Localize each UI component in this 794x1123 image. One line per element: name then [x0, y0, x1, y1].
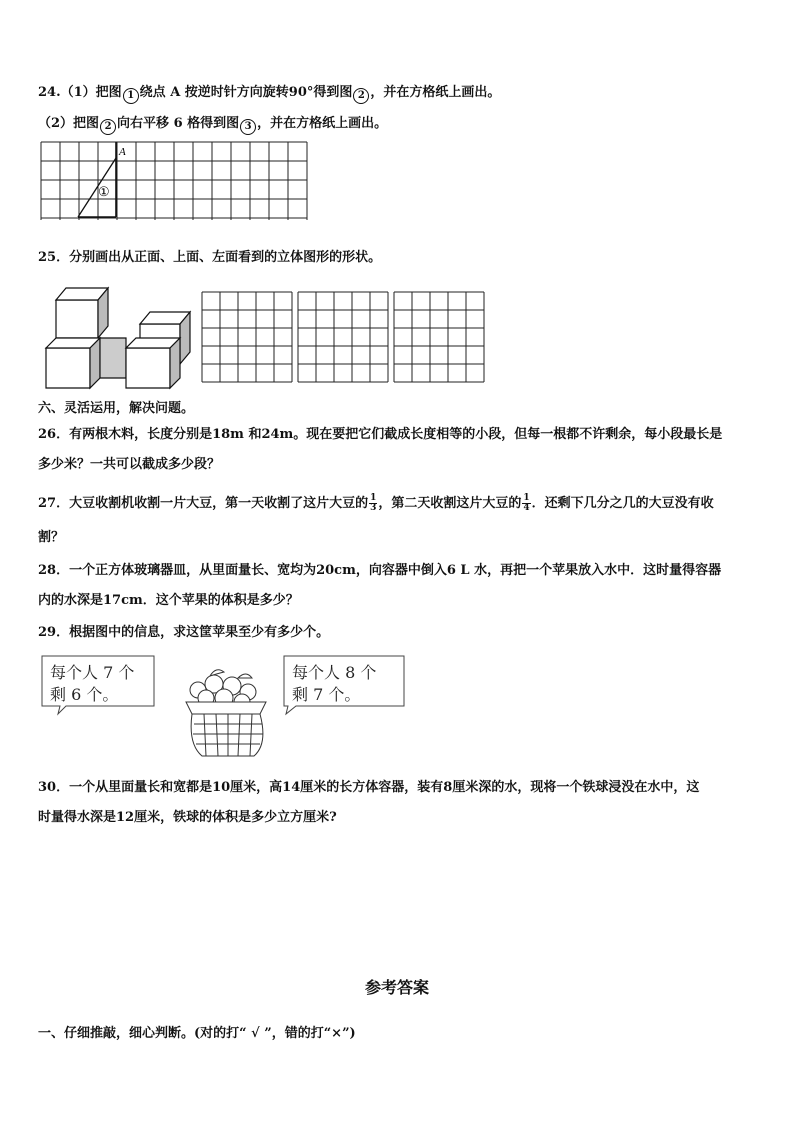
- q25-text: 25．分别画出从正面、上面、左面看到的立体图形的形状。: [38, 250, 382, 265]
- right-bubble-line2: 剩 7 个。: [292, 685, 361, 704]
- answers-title: 参考答案: [364, 978, 429, 997]
- figure-3-mark: 3: [240, 119, 256, 135]
- figure-2-mark: 2: [353, 88, 369, 104]
- q28-line1: 28．一个正方体玻璃器皿，从里面量长、宽均为20cm，向容器中倒入6 L 水，再把一个苹果放入水中．这时量得容器: [38, 563, 722, 578]
- cube-br-front: [126, 348, 170, 388]
- apple-basket-icon: [186, 670, 266, 756]
- top-view-grid: [298, 292, 388, 382]
- cube-top-front: [56, 300, 98, 338]
- front-view-grid: [202, 292, 292, 382]
- q28-line2: 内的水深是17cm．这个苹果的体积是多少？: [38, 593, 299, 608]
- q24-part2: （2）把图 2 向右平移 6 格得到图 3 ，并在方格纸上画出。: [38, 116, 387, 135]
- q27-line2: 割？: [38, 530, 65, 545]
- left-bubble-line1: 每个人 7 个: [50, 663, 135, 682]
- q24-grid-lines: [41, 142, 307, 220]
- cube-stack-figure: [40, 282, 196, 392]
- left-bubble-line2: 剩 6 个。: [50, 685, 119, 704]
- q26-line2: 多少米？一共可以截成多少段？: [38, 457, 221, 472]
- section-6-heading: 六、灵活运用，解决问题。: [38, 401, 195, 416]
- apple-basket-figure: [38, 652, 410, 764]
- figure-1-mark: 1: [123, 88, 139, 104]
- q24-grid-paper: [40, 140, 308, 220]
- figure-2-mark: 2: [100, 119, 116, 135]
- q24-part1: 24.（1）把图 1 绕点 A 按逆时针方向旋转90°得到图 2 ，并在方格纸上画出。: [38, 85, 500, 104]
- right-bubble-line1: 每个人 8 个: [292, 663, 377, 682]
- q30-line1: 30．一个从里面量长和宽都是10厘米，高14厘米的长方体容器，装有8厘米深的水，现将一个铁球浸没在水中，这: [38, 780, 700, 795]
- triangle-hypotenuse: [78, 158, 116, 217]
- q25-view-grids: [200, 290, 490, 384]
- figure-1-label: ①: [98, 185, 110, 200]
- point-a-label: A: [119, 146, 126, 158]
- q27-line1: 27．大豆收割机收割一片大豆，第一天收割了这片大豆的 $\frac{1}{3}$ ，第二天收割这片大豆的 $\frac{1}{4}$ ．还剩下几分之几的大豆没有收: [38, 493, 714, 513]
- q30-line2: 时量得水深是12厘米，铁球的体积是多少立方厘米?: [38, 810, 337, 825]
- answers-section-1-heading: 一、仔细推敲，细心判断。(对的打“ √ ”，错的打“×”): [38, 1026, 356, 1041]
- fraction-one-quarter: $\frac{1}{4}$: [523, 493, 530, 513]
- q26-line1: 26．有两根木料，长度分别是18m 和24m。现在要把它们截成长度相等的小段，但每一根都不许剩余，每小段最长是: [38, 427, 723, 442]
- cube-mid-side: [100, 338, 126, 378]
- fraction-one-third: $\frac{1}{3}$: [370, 493, 377, 513]
- q29-text: 29．根据图中的信息，求这筐苹果至少有多少个。: [38, 625, 330, 640]
- left-view-grid: [394, 292, 484, 382]
- cube-bl-front: [46, 348, 90, 388]
